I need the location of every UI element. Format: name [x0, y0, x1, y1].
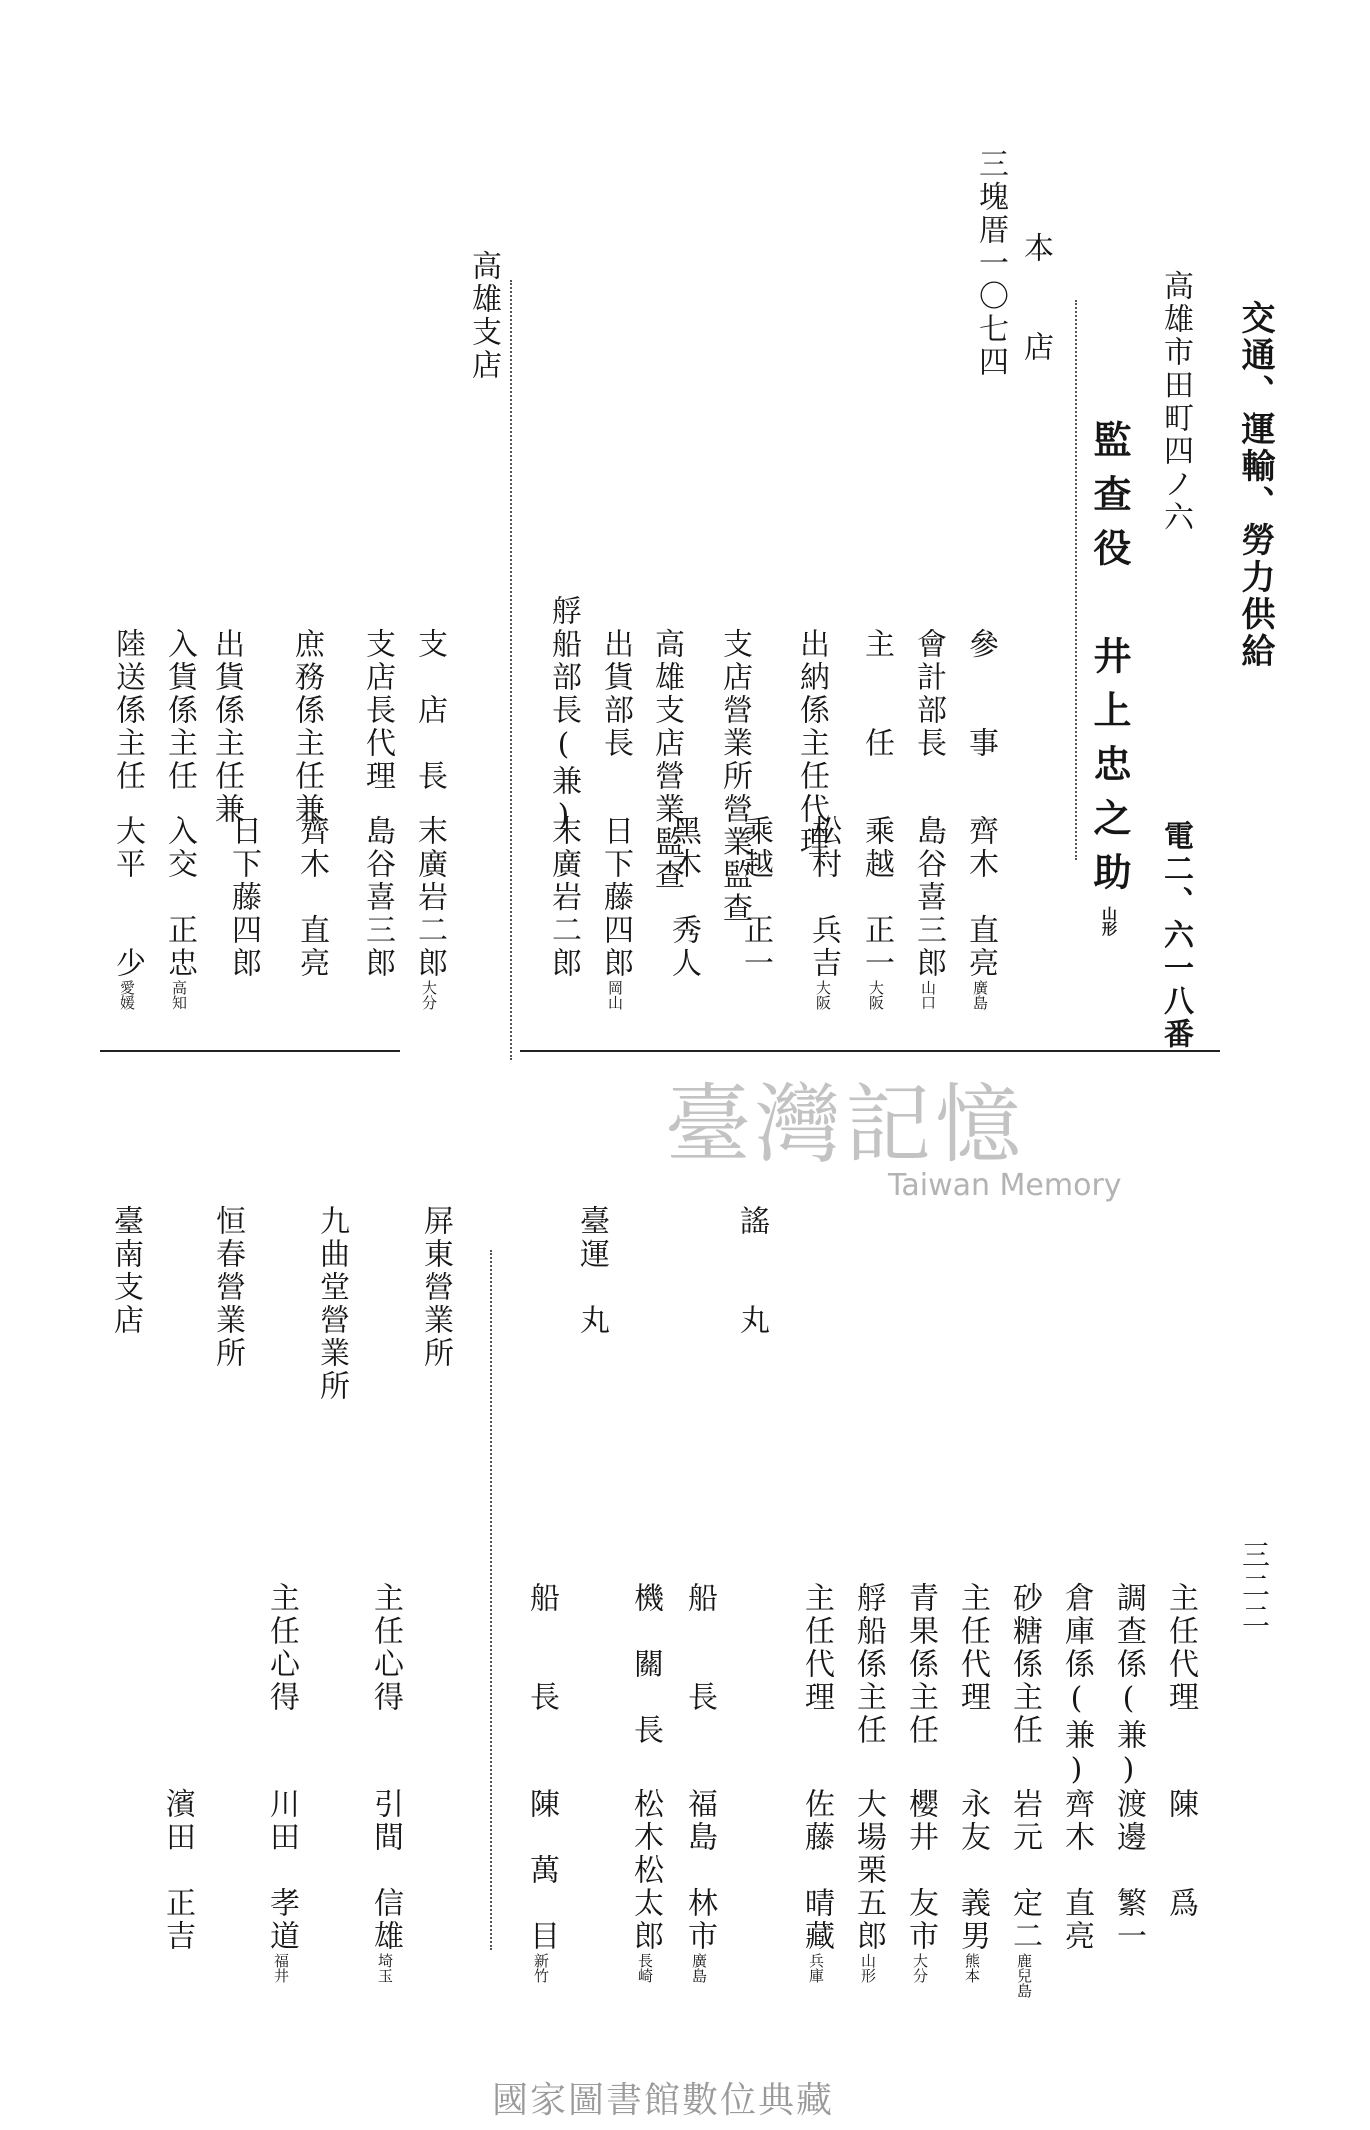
- phone-number: 電二、六一八番: [1158, 820, 1193, 1051]
- takao-name: 大平 少愛媛: [110, 815, 145, 1010]
- ship-role: 船 長: [682, 1582, 717, 1714]
- company-address: 高雄市田町四ノ六: [1158, 270, 1193, 534]
- honten-label: 本 店: [1018, 232, 1053, 364]
- honten-name: 齊木 直亮廣島: [963, 815, 998, 1010]
- takao-role: 支 店 長: [412, 628, 447, 793]
- footer-credit: 國家圖書館數位典藏: [492, 2080, 835, 2121]
- ship-label: 謠 丸: [734, 1205, 769, 1337]
- honten-address: 三塊厝一〇七四: [973, 148, 1008, 379]
- auditor-origin: 山形: [1100, 906, 1118, 936]
- honten-role: 出貨部長: [598, 628, 633, 760]
- staff-name: 永友 義男熊本: [955, 1788, 990, 1983]
- staff-role: 砂糖係主任: [1007, 1582, 1042, 1747]
- takao-role: 陸送係主任: [110, 628, 145, 793]
- ship-name: 松木松太郎長崎: [628, 1788, 663, 1983]
- section-divider: [520, 1050, 1220, 1052]
- staff-role: 倉庫係(兼): [1059, 1582, 1094, 1790]
- honten-role: 出納係主任代理: [794, 628, 829, 859]
- honten-role: 會計部長: [911, 628, 946, 760]
- honten-role: 高雄支店營業監查: [649, 628, 684, 892]
- office-role: 主任心得: [264, 1582, 299, 1714]
- office-label: 屏東營業所: [418, 1205, 453, 1370]
- office-role: 主任心得: [368, 1582, 403, 1714]
- takao-role: 庶務係主任兼: [289, 628, 324, 826]
- takao-branch-label: 高雄支店: [466, 250, 501, 382]
- watermark-title: 臺灣記憶: [665, 1075, 1025, 1175]
- takao-name: 島谷喜三郎: [360, 815, 395, 980]
- takao-name: 日下藤四郎: [226, 815, 261, 980]
- takao-name: 入交 正忠高知: [162, 815, 197, 1010]
- brace-line-honten: [1075, 300, 1077, 860]
- honten-name: 乘越 正一大阪: [859, 815, 894, 1010]
- brace-line-offices: [490, 1250, 492, 1950]
- staff-name: 岩元 定二鹿兒島: [1007, 1788, 1042, 1998]
- office-label: 九曲堂營業所: [314, 1205, 349, 1403]
- staff-role: 主任代理: [955, 1582, 990, 1714]
- staff-role: 主任代理: [799, 1582, 834, 1714]
- auditor-line: [1087, 420, 1132, 936]
- honten-name: 末廣岩二郎: [546, 815, 581, 980]
- honten-role: 艀船部長(兼): [546, 595, 581, 836]
- ship-label: 臺運 丸: [574, 1205, 609, 1337]
- auditor-name: 監查役 井上忠之助: [1087, 420, 1132, 906]
- staff-name: 佐藤 晴藏兵庫: [799, 1788, 834, 1983]
- staff-name: 陳 爲: [1163, 1788, 1198, 1920]
- takao-name: 末廣岩二郎大分: [412, 815, 447, 1010]
- honten-name: 日下藤四郎岡山: [598, 815, 633, 1010]
- takao-role: 出貨係主任兼: [209, 628, 244, 826]
- takao-role: 支店長代理: [360, 628, 395, 793]
- staff-role: 主任代理: [1163, 1582, 1198, 1714]
- honten-name: 乘越 正一: [738, 815, 773, 980]
- staff-name: 大場栗五郎山形: [851, 1788, 886, 1983]
- office-name: 川田 孝道福井: [264, 1788, 299, 1983]
- takao-name: 齊木 直亮: [294, 815, 329, 980]
- honten-name: 島谷喜三郎山口: [911, 815, 946, 1010]
- staff-name: 齊木 直亮: [1059, 1788, 1094, 1953]
- honten-role: 參 事: [963, 628, 998, 760]
- staff-role: 調查係(兼): [1111, 1582, 1146, 1790]
- staff-name: 櫻井 友市大分: [903, 1788, 938, 1983]
- staff-role: 艀船係主任: [851, 1582, 886, 1747]
- ship-name: 陳 萬 目新竹: [524, 1788, 559, 1983]
- page-number: 三二二: [1238, 1540, 1271, 1633]
- ship-role: 機 關 長: [628, 1582, 663, 1747]
- takao-role: 入貨係主任: [162, 628, 197, 793]
- section-divider: [100, 1050, 400, 1052]
- honten-name: 松村 兵吉大阪: [806, 815, 841, 1010]
- office-label: 恒春營業所: [210, 1205, 245, 1370]
- ship-role: 船 長: [524, 1582, 559, 1714]
- office-name: 引間 信雄埼玉: [368, 1788, 403, 1983]
- office-label: 臺南支店: [108, 1205, 143, 1337]
- office-name: 濱田 正吉: [160, 1788, 195, 1953]
- honten-role: 支店營業所營業監查: [717, 628, 752, 925]
- watermark-subtitle: Taiwan Memory: [888, 1168, 1122, 1203]
- staff-name: 渡邊 繁一: [1111, 1788, 1146, 1953]
- page-header-title: 交通、運輸、勞力供給: [1235, 300, 1275, 670]
- ship-name: 福島 林市廣島: [682, 1788, 717, 1983]
- brace-line-takao: [510, 280, 512, 1060]
- honten-role: 主 任: [859, 628, 894, 760]
- honten-name: 黑木 秀人: [666, 815, 701, 980]
- staff-role: 青果係主任: [903, 1582, 938, 1747]
